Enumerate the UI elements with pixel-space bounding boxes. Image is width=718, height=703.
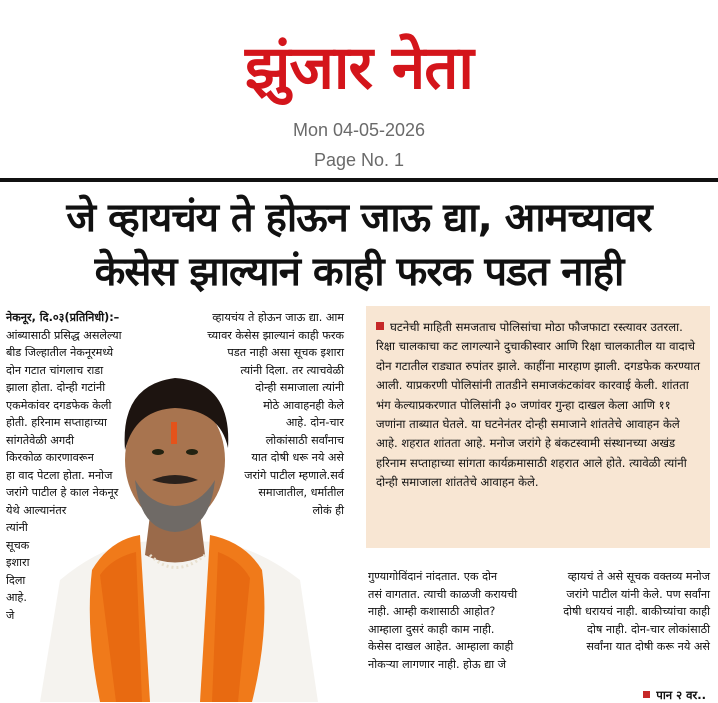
article-column-4 bbox=[546, 568, 710, 656]
article-column-2 bbox=[184, 309, 344, 519]
col4-line: दोषी धरायचं नाही. बाकीच्यांचा काही bbox=[563, 605, 710, 618]
headline-line-2: केसेस झाल्यानं काही फरक पडत नाही bbox=[94, 249, 624, 295]
col2-line: दोन्ही समाजाला त्यांनी bbox=[255, 381, 344, 394]
col2-line: मोठे आवाहनही केले bbox=[263, 398, 344, 412]
col4-line: सर्वांना यात दोषी करू नये असे bbox=[586, 640, 710, 653]
col2-line: च्यावर केसेस झाल्यानं काही फरक bbox=[207, 328, 344, 342]
highlight-paragraph: घटनेची माहिती समजताच पोलिसांचा मोठा फौजफाटा रस्त्यावर उतरला. रिक्षा चालकाचा कट लागल्याने दुचाकीस्वार आणि रिक्षा चालकातील या वादाचे दोन गटातील राड्यात रुपांतर झाले. काहींना मारहाण झाली. दगडफेक करण्यात आली. याप्रकरणी पोलिसांनी तातडीने समाजकंटकांवर कारवाई केली. शांतता भंग केल्याप्रकरणात पोलिसांनी ३० जणांवर गुन्हा दाखल केला आणि ११ जणांना ताब्यात घेतले. या घटनेनंतर दोन्ही समाजाने शांततेचे आवाहन केले आहे. शहरात शांतता आहे. मनोज जरांगे हे बंकटस्वामी संस्थानच्या अखंड हरिनाम सप्ताहाच्या सांगता कार्यक्रमासाठी शहरात आले होते. त्यावेळी त्यांनी दोन्ही समाजाला शांततेचे आवाहन केले. bbox=[376, 320, 701, 490]
col1-line: येथे आल्यानंतर bbox=[6, 503, 67, 517]
col1-line: दिला bbox=[6, 573, 26, 587]
col3-line: केसेस दाखल आहेत. आम्हाला काही bbox=[368, 640, 514, 653]
col1-line: होती. हरिनाम सप्ताहाच्या bbox=[6, 416, 107, 429]
col3-line: गुण्यागोविंदानं नांदतात. एक दोन bbox=[368, 570, 498, 583]
continued-label: पान २ वर.. bbox=[656, 688, 706, 702]
col1-line: त्यांनी bbox=[6, 521, 28, 534]
col1-line: आंब्यासाठी प्रसिद्ध असलेल्या bbox=[6, 328, 122, 342]
col1-line: आहे. bbox=[6, 591, 27, 604]
col3-line: नोकऱ्या लागणार नाही. होऊ द्या जे bbox=[368, 657, 507, 671]
bullet-square-icon bbox=[643, 691, 650, 698]
col1-line: झाला होता. दोन्ही गटांनी bbox=[6, 381, 106, 394]
article-dateline: नेकनूर, दि.०३(प्रतिनिधी):– bbox=[6, 311, 120, 324]
col2-line: लोकांसाठी सर्वांनाच bbox=[265, 433, 344, 447]
col1-line: दोन गटात चांगलाच राडा bbox=[6, 363, 104, 377]
col1-line: किरकोळ कारणावरून bbox=[6, 451, 94, 464]
masthead-divider bbox=[0, 178, 718, 182]
col2-line: पडत नाही असा सूचक इशारा bbox=[227, 346, 344, 359]
col1-line: हा वाद पेटला होता. मनोज bbox=[6, 468, 113, 482]
col1-line: सूचक bbox=[6, 538, 30, 552]
col1-line: जरांगे पाटील हे काल नेकनूर bbox=[6, 486, 119, 499]
highlight-box-text bbox=[376, 318, 702, 493]
article-column-3 bbox=[368, 568, 534, 673]
col2-line: व्हायचंय ते होऊन जाऊ द्या. आम bbox=[212, 311, 344, 324]
col2-line: लोकं ही bbox=[312, 503, 344, 517]
continued-marker[interactable] bbox=[643, 688, 706, 703]
article-column-1 bbox=[6, 309, 140, 624]
col2-line: आहे. दोन-चार bbox=[285, 416, 344, 429]
headline-line-1: जे व्हायचंय ते होऊन जाऊ द्या, आमच्यावर bbox=[66, 195, 652, 241]
col3-line: आम्हाला दुसरं काही काम नाही. bbox=[368, 622, 495, 636]
issue-date: Mon 04-05-2026 bbox=[292, 120, 426, 140]
col3-line: तसं वागतात. त्याची काळजी करायची bbox=[368, 587, 518, 601]
col4-line: दोष नाही. दोन-चार लोकांसाठी bbox=[587, 622, 710, 636]
bullet-square-icon bbox=[376, 322, 384, 330]
col1-line: जे bbox=[6, 608, 15, 622]
col2-line: यात दोषी धरू नये असे bbox=[251, 451, 344, 464]
col1-line: इशारा bbox=[6, 556, 30, 569]
page-number: Page No. 1 bbox=[313, 150, 405, 170]
col2-line: त्यांनी दिला. तर त्याचवेळी bbox=[240, 363, 344, 377]
col1-line: बीड जिल्हातील नेकनूरमध्ये bbox=[6, 346, 114, 359]
col1-line: एकमेकांवर दगडफेक केली bbox=[6, 398, 112, 412]
col4-line: व्हायचं ते असे सूचक वक्तव्य मनोज bbox=[567, 570, 710, 583]
col3-line: नाही. आम्ही कशासाठी आहोत? bbox=[368, 605, 496, 618]
col2-line: जरांगे पाटील म्हणाले.सर्व bbox=[244, 468, 344, 482]
col2-line: समाजातील, धर्मातील bbox=[258, 486, 344, 499]
masthead-title: झुंजार नेता bbox=[245, 33, 473, 103]
col4-line: जरांगे पाटील यांनी केले. पण सर्वांना bbox=[566, 587, 710, 601]
col1-line: सांगतेवेळी अगदी bbox=[6, 433, 74, 447]
